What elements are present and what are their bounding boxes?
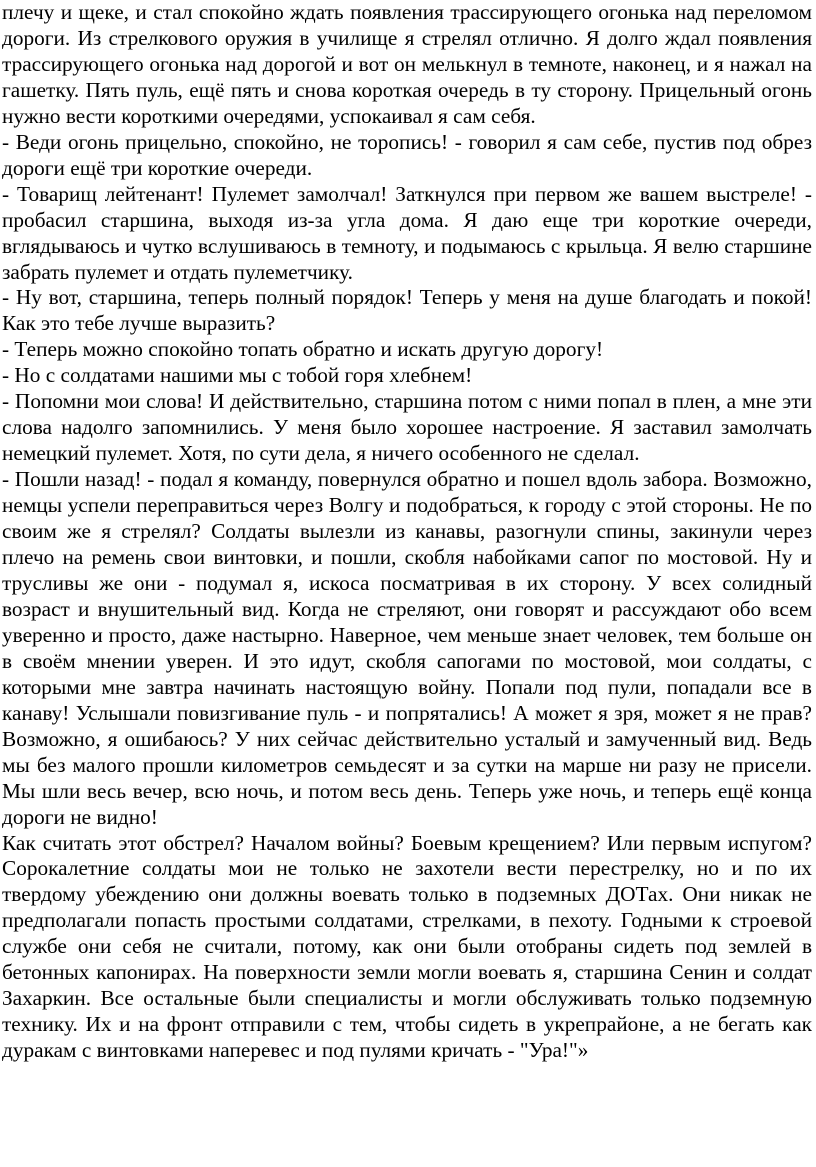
paragraph-1: плечу и щеке, и стал спокойно ждать появления трассирующего огонька над переломом дороги. Из стрелкового оружия в училище я стрелял отлично. Я долго ждал появления трассирующего огонька над дорогой и вот он мелькнул в темноте, наконец, и я нажал на гашетку. Пять пуль, ещё пять и снова короткая очередь в ту сторону. Прицельный огонь нужно вести короткими очередями, успокаивал я сам себя. [2, 0, 812, 128]
paragraph-7: - Попомни мои слова! И действительно, старшина потом с ними попал в плен, а мне эти слова надолго запомнились. У меня было хорошее настроение. Я заставил замолчать немецкий пулемет. Хотя, по сути дела, я ничего особенного не сделал. [2, 389, 812, 466]
paragraph-9: Как считать этот обстрел? Началом войны? Боевым крещением? Или первым испугом? Сорокалетние солдаты мои не только не захотели вести перестрелку, но и по их твердому убеждению они должны воевать только в подземных ДОТах. Они никак не предполагали попасть простыми солдатами, стрелками, в пехоту. Годными к строевой службе они себя не считали, потому, как они были отобраны сидеть под землей в бетонных капонирах. На поверхности земли могли воевать я, старшина Сенин и солдат Захаркин. Все остальные были специалисты и могли обслуживать только подземную технику. Их и на фронт отправили с тем, чтобы сидеть в укрепрайоне, а не бегать как дуракам с винтовками наперевес и под пулями кричать - "Ура!"» [2, 830, 812, 1063]
paragraph-4: - Ну вот, старшина, теперь полный порядок! Теперь у меня на душе благодать и покой! Как это тебе лучше выразить? [2, 285, 812, 336]
paragraph-6: - Но с солдатами нашими мы с тобой горя хлебнем! [2, 363, 473, 388]
paragraph-8: - Пошли назад! - подал я команду, повернулся обратно и пошел вдоль забора. Возможно, немцы успели переправиться через Волгу и подобраться, к городу с этой стороны. Не по своим же я стрелял? Солдаты вылезли из канавы, разогнули спины, закинули через плечо на ремень свои винтовки, и пошли, скобля набойками сапог по мостовой. Ну и трусливы же они - подумал я, искоса посматривая в их сторону. У всех солидный возраст и внушительный вид. Когда не стреляют, они говорят и рассуждают обо всем уверенно и просто, даже настырно. Наверное, чем меньше знает человек, тем больше он в своём мнении уверен. И это идут, скобля сапогами по мостовой, мои солдаты, с которыми мне завтра начинать настоящую войну. Попали под пули, попадали все в канаву! Услышали повизгивание пуль - и попрятались! А может я зря, может я не прав? Возможно, я ошибаюсь? У них сейчас действительно усталый и замученный вид. Ведь мы без малого прошли километров семьдесят и за сутки на марше ни разу не присели. Мы шли весь вечер, всю ночь, и потом весь день. Теперь уже ночь, и теперь ещё конца дороги не видно! [2, 467, 812, 829]
paragraph-2: - Веди огонь прицельно, спокойно, не торопись! - говорил я сам себе, пустив под обрез дороги ещё три короткие очереди. [2, 129, 812, 180]
paragraph-5: - Теперь можно спокойно топать обратно и искать другую дорогу! [2, 337, 604, 362]
paragraph-3: - Товарищ лейтенант! Пулемет замолчал! Заткнулся при первом же вашем выстреле! - пробасил старшина, выходя из-за угла дома. Я даю еще три короткие очереди, вглядываюсь и чутко вслушиваюсь в темноту, и подымаюсь с крыльца. Я велю старшине забрать пулемет и отдать пулеметчику. [2, 181, 812, 284]
